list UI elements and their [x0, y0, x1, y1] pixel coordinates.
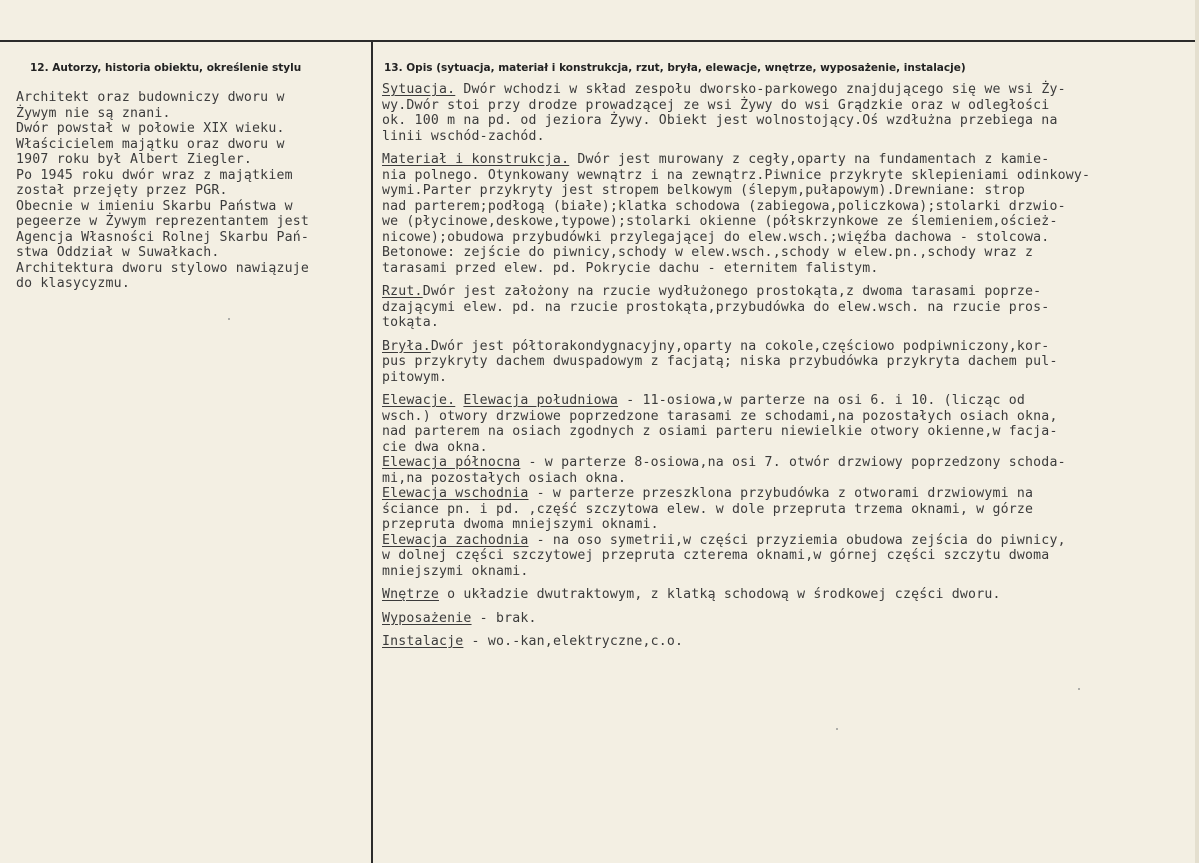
column-divider	[371, 40, 373, 863]
paragraph-wyposazenie	[382, 611, 1194, 627]
section-13-body	[382, 82, 1194, 658]
text-line: mniejszymi oknami.	[382, 563, 529, 579]
text-line: Właścicielem majątku oraz dworu w	[16, 136, 285, 152]
label-elewacje: Elewacje.	[382, 393, 456, 408]
text-line: - wo.-kan,elektryczne,c.o.	[463, 634, 684, 649]
label-wnetrze: Wnętrze	[382, 587, 439, 602]
paragraph-sytuacja	[382, 82, 1194, 144]
label-elewacja-zachodnia: Elewacja zachodnia	[382, 532, 529, 548]
section-12-header: 12. Autorzy, historia obiektu, określenie stylu	[30, 62, 302, 74]
text-line: 1907 roku był Albert Ziegler.	[16, 152, 253, 167]
paragraph-wnetrze	[382, 587, 1194, 603]
label-elewacja-poludniowa: Elewacja południowa	[463, 393, 619, 408]
text-line: tarasami przed elew. pd. Pokrycie dachu - eternitem falistym.	[382, 260, 879, 276]
section-12-body	[16, 90, 366, 292]
label-wyposazenie: Wyposażenie	[382, 610, 472, 626]
label-elewacja-wschodnia: Elewacja wschodnia	[382, 486, 529, 501]
text-line: nad parterem;podłogą (białe);klatka schodowa (zabiegowa,policzkowa);stolarki drzwio-	[382, 198, 1066, 214]
text-line: Architekt oraz budowniczy dworu w	[16, 90, 285, 105]
paper-speck	[836, 728, 838, 730]
label-instalacje: Instalacje	[382, 634, 464, 649]
text-line: - 11-osiowa,w parterze na osi 6. i 10. (licząc od	[618, 393, 1026, 408]
text-line: - brak.	[471, 610, 537, 626]
text-line: w dolnej części szczytowej przepruta czterema oknami,w górnej części szczytu dwoma	[382, 548, 1050, 563]
paper-speck	[1078, 688, 1080, 690]
text-line: wsch.) otwory drzwiowe poprzedzone tarasami ze schodami,na pozostałych osiach okna,	[382, 408, 1058, 424]
text-line: Obecnie w imieniu Skarbu Państwa w	[16, 198, 293, 214]
text-line: Dwór wchodzi w skład zespołu dworsko-parkowego znajdującego się we wsi Ży-	[455, 82, 1066, 97]
section-13-header: 13. Opis (sytuacja, materiał i konstrukcja, rzut, bryła, elewacje, wnętrze, wyposażenie, instalacje)	[384, 62, 966, 74]
text-line: nia polnego. Otynkowany wewnątrz i na zewnątrz.Piwnice przykryte sklepieniami odinkowy-	[382, 167, 1091, 183]
text-line: pitowym.	[382, 369, 448, 385]
text-line: Dwór powstał w połowie XIX wieku.	[16, 121, 285, 136]
text-line: Betonowe: zejście do piwnicy,schody w elew.wsch.,schody w elew.pn.,schody wraz z	[382, 245, 1034, 260]
text-line: mi,na pozostałych osiach okna.	[382, 470, 627, 486]
text-line: Po 1945 roku dwór wraz z majątkiem	[16, 167, 293, 183]
text-line: do klasycyzmu.	[16, 276, 130, 291]
text-line: we (płycinowe,deskowe,typowe);stolarki okienne (półskrzynkowe ze ślemieniem,oścież-	[382, 214, 1058, 229]
paragraph-elewacje	[382, 393, 1194, 579]
text-line: cie dwa okna.	[382, 439, 488, 455]
text-line: pus przykryty dachem dwuspadowym z facjatą; niska przybudówka przykryta dachem pul-	[382, 354, 1058, 369]
text-line: pegeerze w Żywym reprezentantem jest	[16, 214, 310, 229]
label-material: Materiał i konstrukcja.	[382, 152, 570, 167]
label-sytuacja: Sytuacja.	[382, 82, 456, 97]
text-line: stwa Oddział w Suwałkach.	[16, 245, 220, 260]
text-line: ściance pn. i pd. ,część szczytowa elew. w dole przepruta trzema oknami, w górze	[382, 501, 1034, 517]
text-line: - w parterze 8-osiowa,na osi 7. otwór drzwiowy poprzedzony schoda-	[520, 455, 1066, 470]
text-line: - na oso symetrii,w części przyziemia obudowa zejścia do piwnicy,	[528, 532, 1066, 548]
text-line: Żywym nie są znani.	[16, 105, 171, 121]
text-line: wy.Dwór stoi przy drodze prowadzącej ze wsi Żywy do wsi Grądzkie oraz w odległości	[382, 97, 1050, 113]
text-line: dzającymi elew. pd. na rzucie prostokąta,przybudówka do elew.wsch. na rzucie pros-	[382, 299, 1050, 315]
text-line: nicowe);obudowa przybudówki przylegającej do elew.wsch.;więźba dachowa - stolcowa.	[382, 229, 1050, 245]
paragraph-rzut	[382, 284, 1194, 331]
text-line: nad parterem na osiach zgodnych z osiami parteru niewielkie otwory okienne,w facja-	[382, 424, 1058, 439]
text-line: Architektura dworu stylowo nawiązuje	[16, 260, 310, 276]
label-elewacja-polnocna: Elewacja północna	[382, 455, 521, 470]
paragraph-instalacje	[382, 634, 1194, 650]
paper-edge	[1195, 0, 1199, 863]
text-line: linii wschód-zachód.	[382, 128, 545, 144]
text-line: został przejęty przez PGR.	[16, 183, 228, 198]
text-line: ok. 100 m na pd. od jeziora Żywy. Obiekt jest wolnostojący.Oś wzdłużna przebiega na	[382, 113, 1058, 128]
paper-speck	[228, 318, 230, 320]
text-line: Dwór jest murowany z cegły,oparty na fundamentach z kamie-	[569, 152, 1050, 167]
text-line: przepruta dwoma mniejszymi oknami.	[382, 517, 659, 532]
text-line: tokąta.	[382, 315, 439, 330]
text-line: o układzie dwutraktowym, z klatką schodową w środkowej części dworu.	[438, 587, 1001, 602]
paragraph-bryla	[382, 339, 1194, 386]
label-rzut: Rzut.	[382, 284, 423, 299]
text-line: Dwór jest założony na rzucie wydłużonego prostokąta,z dwoma tarasami poprze-	[422, 284, 1042, 299]
text-line: wymi.Parter przykryty jest stropem belkowym (ślepym,pułapowym).Drewniane: strop	[382, 183, 1026, 198]
text-line: Dwór jest półtorakondygnacyjny,oparty na cokole,częściowo podpiwniczony,kor-	[430, 338, 1050, 354]
text-line: - w parterze przeszklona przybudówka z otworami drzwiowymi na	[528, 486, 1034, 501]
label-bryla: Bryła.	[382, 338, 431, 354]
text-line: Agencja Własności Rolnej Skarbu Pań-	[16, 229, 310, 245]
top-rule	[0, 40, 1199, 42]
paragraph-material	[382, 152, 1194, 276]
